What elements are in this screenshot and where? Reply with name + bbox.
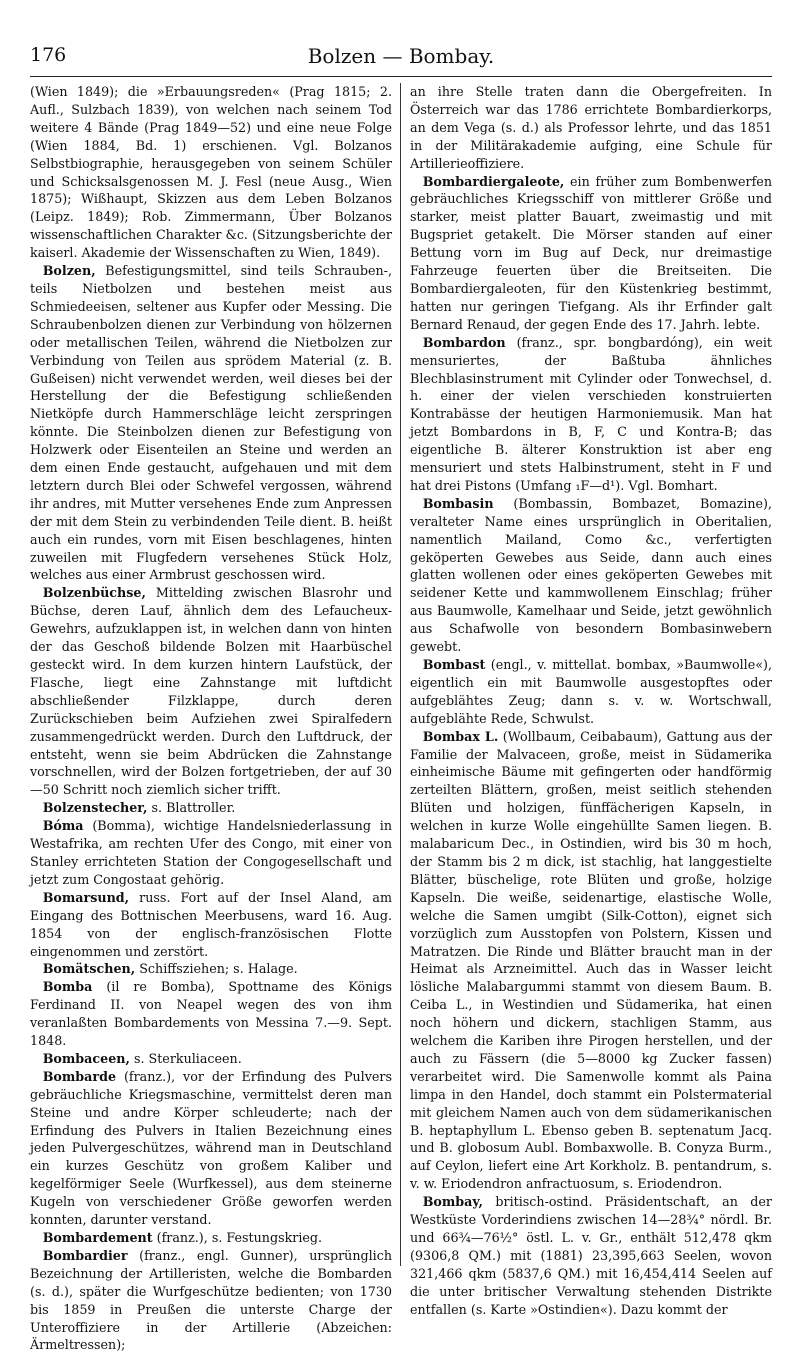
dictionary-entry	[410, 495, 772, 656]
entry-lemma: Bolzenstecher,	[42, 800, 148, 816]
entry-lemma: Bombardon	[422, 334, 506, 350]
dictionary-entry	[30, 83, 392, 262]
entry-lemma: Bomba	[42, 979, 93, 995]
dictionary-entry	[30, 889, 392, 961]
entry-lemma: Bomarsund,	[42, 889, 130, 905]
dictionary-entry	[30, 799, 392, 817]
dictionary-entry	[410, 656, 772, 728]
dictionary-entry	[30, 978, 392, 1050]
entry-lemma: Bomätschen,	[42, 961, 136, 977]
entry-text: (Bombassin, Bombazet, Bomazine), veralteter Name eines ursprünglich in Oberitalien, namentlich Mailand, Como &c., verfertigten geköperten Gewebes aus Seide, dann auch eines glatten wollenen oder eines geköperten Gewebes mit seidener Kette und kammwollenem Einschlag; früher aus Baumwolle, Kamelhaar und Seide, jetzt gewöhnlich aus Schafwolle von besondern Bombasinwebern gewebt.	[410, 495, 772, 655]
dictionary-entry	[30, 1068, 392, 1229]
entry-text: (Wollbaum, Ceibabaum), Gattung aus der Familie der Malvaceen, große, meist in Südamerika einheimische Bäume mit gefingerten oder handförmig zerteilten Blättern, großen, meist seitlich stehenden Blüten und holzigen, fünffächerigen Kapseln, in welchen in kurze Wolle eingehüllte Samen liegen. B. malabaricum Dec., in Ostindien, wird bis 30 m hoch, der Stamm bis 2 m dick, ist stachlig, hat langgestielte Blätter, büschelige, rote Blüten und große, holzige Kapseln. Die weiße, seidenartige, elastische Wolle, welche die Samen umgibt (Silk-Cotton), eignet sich vorzüglich zum Ausstopfen von Polstern, Kissen und Matratzen. Die Rinde und Blätter braucht man in der Heimat als Arzneimittel. Auch das in Wasser leicht lösliche Malabargummi stammt von diesem Baum. B. Ceiba L., in Westindien und Südamerika, hat einen noch höhern und dickern, stachligen Stamm, aus welchem die Kariben ihre Pirogen herstellen, und der auch zu Fässern (die 5—8000 kg Zucker fassen) verarbeitet wird. Die Samenwolle kommt als Paina limpa in den Handel, doch stammt ein Polstermaterial mit gleichem Namen auch von dem südamerikanischen B. heptaphyllum L. Ebenso geben B. septenatum Jacq. und B. globosum Aubl. Bombaxwolle. B. Conyza Burm., auf Ceylon, liefert eine Art Korkholz. B. pentandrum, s. v. w. Eriodendron anfractuosum, s. Eriodendron.	[410, 728, 772, 1192]
dictionary-entry	[30, 584, 392, 799]
entry-lemma: Bombasin	[422, 495, 494, 511]
entry-text: Mittelding zwischen Blasrohr und Büchse, deren Lauf, ähnlich dem des Lefaucheux-Gewehrs, aufzuklappen ist, in welchen dann von hinten der das Geschoß bildende Bolzen mit Haarbüschel gesteckt wird. In dem kurzen hintern Laufstück, der Flasche, liegt eine Zahnstange mit luftdicht abschließender Filzklappe, durch deren Zurückschieben beim Aufziehen zwei Spiralfedern zusammengedrückt werden. Durch den Luftdruck, der entsteht, wenn sie beim Abdrücken die Zahnstange vorschnellen, wird der Bolzen fortgetrieben, der auf 30—50 Schritt noch ziemlich sicher trifft.	[30, 585, 392, 798]
entry-lemma: Bombardement	[42, 1230, 153, 1245]
dictionary-page	[30, 40, 772, 1353]
dictionary-entry	[410, 173, 772, 334]
page-header	[30, 40, 772, 77]
entry-text: (franz., engl. Gunner), ursprünglich Bezeichnung der Artilleristen, welche die Bombarden (s. d.), später die Wurfgeschütze bedienten; von 1730 bis 1859 in Preußen die unterste Charge der Unteroffiziere in der Artillerie (Abzeichen: Ärmeltressen);	[30, 1247, 392, 1353]
dictionary-entry	[30, 817, 392, 889]
entry-text: (Wien 1849); die »Erbauungsreden« (Prag 1815; 2. Aufl., Sulzbach 1839), von welchen nach seinem Tod weitere 4 Bände (Prag 1849—52) und eine neue Folge (Wien 1884, Bd. 1) erschienen. Vgl. Bolzanos Selbstbiographie, herausgegeben von seinem Schüler und Schicksalsgenossen M. J. Fesl (neue Ausg., Wien 1875); Wißhaupt, Skizzen aus dem Leben Bolzanos (Leipz. 1849); Rob. Zimmermann, Über Bolzanos wissenschaftlichen Charakter &c. (Sitzungsberichte der kaiserl. Akademie der Wissenschaften zu Wien, 1849).	[30, 84, 392, 261]
entry-lemma: Bolzen,	[42, 263, 96, 279]
running-title: Bolzen — Bombay.	[307, 44, 495, 68]
entry-text: an ihre Stelle traten dann die Obergefreiten. In Österreich war das 1786 errichtete Bombardierkorps, an dem Vega (s. d.) als Professor lehrte, und das 1851 in der Militärakademie aufging, eine Schule für Artillerieoffiziere.	[410, 84, 772, 171]
entry-text: s. Sterkuliaceen.	[129, 1050, 242, 1066]
entry-text: Befestigungsmittel, sind teils Schrauben-, teils Nietbolzen und bestehen meist aus Schmiedeeisen, seltener aus Kupfer oder Messing. Die Schraubenbolzen dienen zur Verbindung von hölzernen oder metallischen Teilen, während die Nietbolzen zur Verbindung von Teilen aus sprödem Material (z. B. Gußeisen) nicht verwendet werden, weil dieses bei der Herstellung der die Befestigung schließenden Nietköpfe durch Hammerschläge leicht zerspringen könnte. Die Steinbolzen dienen zur Befestigung von Holzwerk oder Eisenteilen an Steine und werden an dem einen Ende gestaucht, aufgehauen und mit dem letztern durch Blei oder Schwefel vergossen, während ihr andres, mit Mutter versehenes Ende zum Anpressen der mit dem Stein zu verbindenden Teile dient. B. heißt auch ein rundes, vorn mit Eisen beschlagenes, hinten zuweilen mit Flugfedern versehenes Stück Holz, welches aus einer Armbrust geschossen wird.	[30, 263, 392, 583]
entry-lemma: Bombast	[422, 657, 486, 672]
dictionary-entry	[410, 334, 772, 495]
entry-text: (il re Bomba), Spottname des Königs Ferdinand II. von Neapel wegen des von ihm veranlaßten Bombardements von Messina 7.—9. Sept. 1848.	[30, 979, 392, 1049]
entry-text: (franz., spr. bongbardóng), ein weit mensuriertes, der Baßtuba ähnliches Blechblasinstrument mit Cylinder oder Tonwechsel, d. h. einer der vielen verschieden konstruierten Kontrabässe der heutigen Harmoniemusik. Man hat jetzt Bombardons in B, F, C und Kontra-B; das eigentliche B. älterer Konstruktion ist aber eng mensuriert und stets Halbinstrument, steht in F und hat drei Pistons (Umfang ₁F—d¹). Vgl. Bomhart.	[410, 334, 772, 493]
page-number: 176	[30, 44, 67, 66]
entry-text: (engl., v. mittellat. bombax, »Baumwolle«), eigentlich ein mit Baumwolle ausgestopftes oder aufgeblähtes Zeug; dann s. v. w. Wortschwall, aufgeblähte Rede, Schwulst.	[410, 657, 772, 726]
dictionary-entry	[410, 728, 772, 1194]
entry-text: (franz.), vor der Erfindung des Pulvers gebräuchliche Kriegsmaschine, vermittelst deren man Steine und andre Körper schleuderte; nach der Erfindung des Pulvers in Italien Bezeichnung eines jeden Pulvergeschützes, während man in Deutschland ein kurzes Geschütz von großem Kaliber und kegelförmiger Seele (Wurfkessel), aus dem steinerne Kugeln von verschiedener Größe geworfen werden konnten, darunter verstand.	[30, 1068, 392, 1228]
entry-lemma: Bóma	[42, 818, 84, 834]
entry-lemma: Bombardiergaleote,	[422, 173, 565, 189]
dictionary-entry	[30, 960, 392, 978]
entry-lemma: Bombay,	[422, 1194, 483, 1210]
entry-lemma: Bombarde	[42, 1068, 117, 1084]
entry-text: Schiffsziehen; s. Halage.	[135, 961, 298, 977]
entry-text: (franz.), s. Festungskrieg.	[152, 1230, 323, 1245]
entry-text: ein früher zum Bombenwerfen gebräuchliches Kriegsschiff von mittlerer Größe und starker, meist platter Bauart, zweimastig und mit Bugspriet getakelt. Die Mörser standen auf einer Bettung vorn im Bug auf Deck, nur dreimastige Fahrzeuge feuerten über die Breitseiten. Die Bombardiergaleoten, für den Küstenkrieg bestimmt, hatten nur geringen Tiefgang. Als ihr Erfinder galt Bernard Renaud, der gegen Ende des 17. Jahrh. lebte.	[410, 173, 772, 332]
dictionary-entry	[30, 262, 392, 584]
right-column	[410, 83, 772, 1319]
entry-lemma: Bombaceen,	[42, 1050, 130, 1066]
dictionary-entry	[410, 83, 772, 173]
entry-text: (Bomma), wichtige Handelsniederlassung in Westafrika, am rechten Ufer des Congo, mit einer von Stanley errichteten Station der Congogesellschaft und jetzt zum Congostaat gehörig.	[30, 818, 392, 887]
entry-lemma: Bombardier	[42, 1247, 128, 1263]
entry-lemma: Bolzenbüchse,	[42, 585, 146, 601]
dictionary-entry	[30, 1247, 392, 1354]
dictionary-entry	[30, 1229, 392, 1247]
left-column	[30, 83, 392, 1354]
dictionary-entry	[410, 1193, 772, 1318]
entry-text: russ. Fort auf der Insel Aland, am Eingang des Bottnischen Meerbusens, ward 16. Aug. 1854 von der englisch-französischen Flotte eingenommen und zerstört.	[30, 889, 392, 959]
entry-text: britisch-ostind. Präsidentschaft, an der Westküste Vorderindiens zwischen 14—28¾° nördl. Br. und 66¾—76½° östl. L. v. Gr., enthält 512,478 qkm (9306,8 QM.) mit (1881) 23,395,663 Seelen, wovon 321,466 qkm (5837,6 QM.) mit 16,454,414 Seelen auf die unter britischer Verwaltung stehenden Distrikte entfallen (s. Karte »Ostindien«). Dazu kommt der	[410, 1194, 772, 1317]
dictionary-entry	[30, 1050, 392, 1068]
column-divider	[400, 83, 401, 1266]
entry-text: s. Blattroller.	[147, 800, 236, 816]
entry-lemma: Bombax L.	[422, 728, 499, 744]
